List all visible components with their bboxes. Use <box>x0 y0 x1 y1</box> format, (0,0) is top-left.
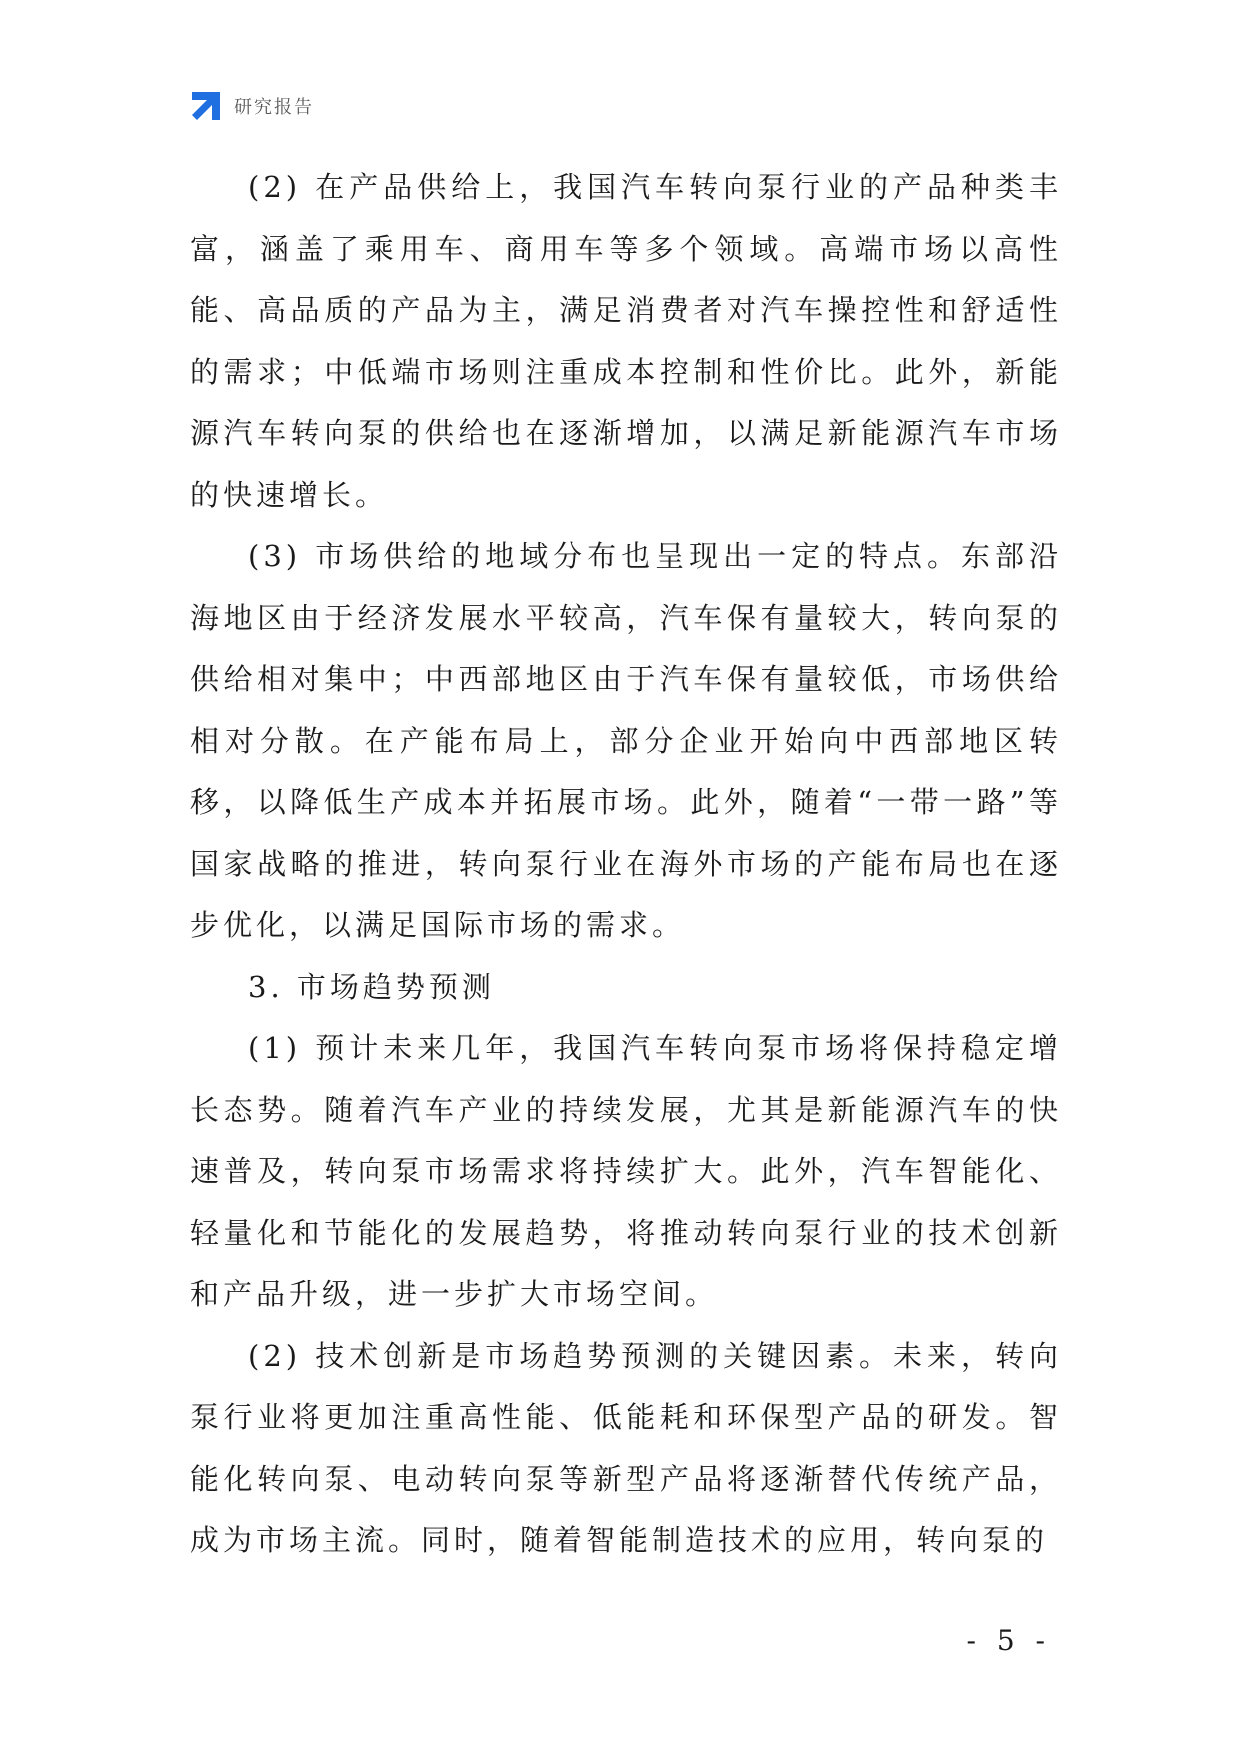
document-body <box>190 157 1062 1572</box>
paragraph-trend-growth: (1) 预计未来几年，我国汽车转向泵市场将保持稳定增长态势。随着汽车产业的持续发展，尤其是新能源汽车的快速普及，转向泵市场需求将持续扩大。此外，汽车智能化、轻量化和节能化的发展趋势，将推动转向泵行业的技术创新和产品升级，进一步扩大市场空间。 <box>190 1031 1062 1311</box>
header-title: 研究报告 <box>234 97 314 118</box>
arrow-up-right-logo-icon <box>190 90 222 122</box>
paragraph-supply-products: (2) 在产品供给上，我国汽车转向泵行业的产品种类丰富，涵盖了乘用车、商用车等多个领域。高端市场以高性能、高品质的产品为主，满足消费者对汽车操控性和舒适性的需求；中低端市场则注重成本控制和性价比。此外，新能源汽车转向泵的供给也在逐渐增加，以满足新能源汽车市场的快速增长。 <box>190 170 1062 512</box>
page-header <box>190 88 314 124</box>
page-number: - 5 - <box>966 1624 1051 1657</box>
paragraph-trend-innovation: (2) 技术创新是市场趋势预测的关键因素。未来，转向泵行业将更加注重高性能、低能耗和环保型产品的研发。智能化转向泵、电动转向泵等新型产品将逐渐替代传统产品，成为市场主流。同时，随着智能制造技术的应用，转向泵的 <box>190 1338 1062 1557</box>
paragraph-supply-regions: (3) 市场供给的地域分布也呈现出一定的特点。东部沿海地区由于经济发展水平较高，汽车保有量较大，转向泵的供给相对集中；中西部地区由于汽车保有量较低，市场供给相对分散。在产能布局上，部分企业开始向中西部地区转移，以降低生产成本并拓展市场。此外，随着“一带一路”等国家战略的推进，转向泵行业在海外市场的产能布局也在逐步优化，以满足国际市场的需求。 <box>190 539 1062 942</box>
section-heading-trend-forecast: 3. 市场趋势预测 <box>248 969 495 1004</box>
